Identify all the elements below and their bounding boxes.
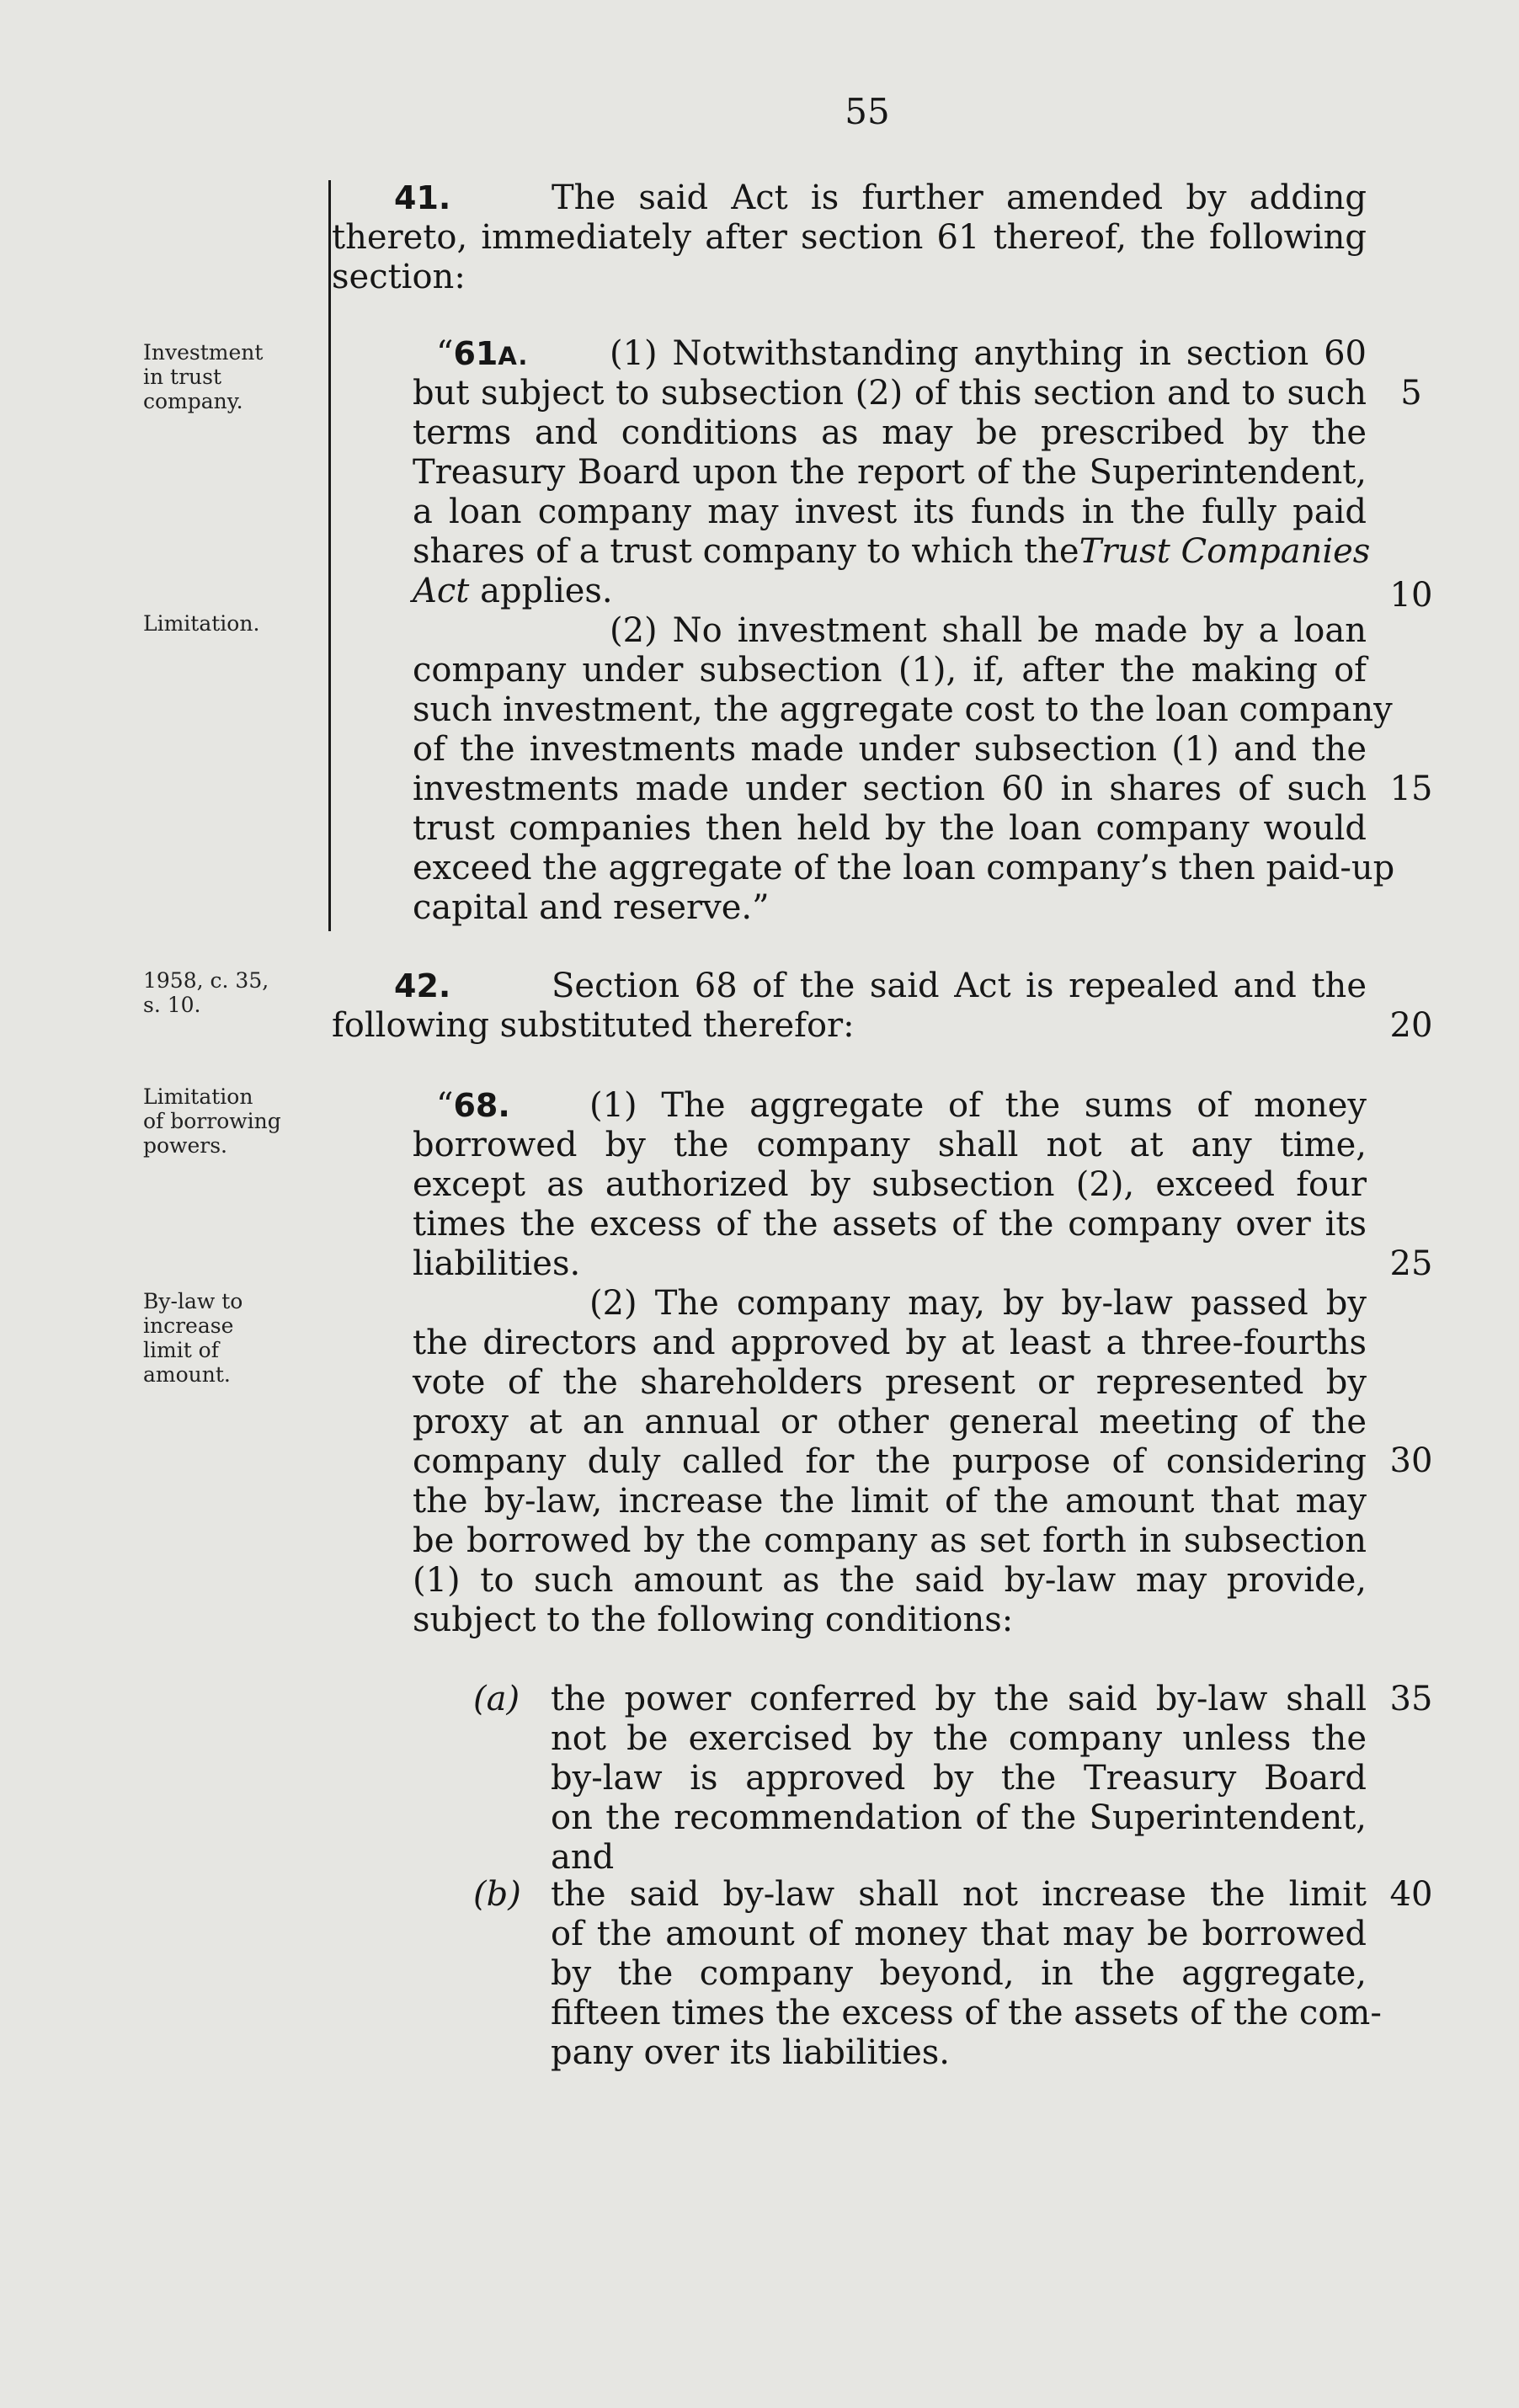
text-line: (2) The company may, by by-law passed by (589, 1284, 1367, 1323)
text-line: (1) Notwithstanding anything in section 60 (610, 334, 1367, 373)
text-line: (2) No investment shall be made by a loan (610, 611, 1367, 650)
text-line: not be exercised by the company unless the (551, 1719, 1367, 1758)
line-number: 25 (1389, 1244, 1433, 1283)
text-line: liabilities. (413, 1244, 581, 1283)
line-number: 20 (1389, 1006, 1433, 1045)
text-line: vote of the shareholders present or represented by (413, 1363, 1367, 1402)
text-line: a loan company may invest its funds in the fully paid (413, 493, 1367, 531)
line-number: 5 (1400, 374, 1422, 413)
text-line: by the company beyond, in the aggregate, (551, 1954, 1367, 1993)
text-line: (1) The aggregate of the sums of money (589, 1086, 1367, 1125)
text-line: borrowed by the company shall not at any time, (413, 1126, 1367, 1164)
text-line: the directors and approved by at least a three-fourths (413, 1324, 1367, 1362)
text-line: by-law is approved by the Treasury Board (551, 1759, 1367, 1798)
section-68-heading: “68. (436, 1086, 510, 1125)
text-line: The said Act is further amended by adding (552, 178, 1367, 217)
act-title: Act (413, 572, 470, 610)
line-number: 15 (1389, 770, 1433, 808)
margin-note-bylaw: By-law to increase limit of amount. (143, 1289, 243, 1387)
text-line: following substituted therefor: (332, 1006, 855, 1045)
line-number: 35 (1389, 1680, 1433, 1718)
act-title: Trust Companies (1079, 532, 1371, 571)
text-line: proxy at an annual or other general meeting of the (413, 1403, 1367, 1441)
text-line: except as authorized by subsection (2), exceed four (413, 1165, 1367, 1204)
section-number: 61 (453, 335, 498, 372)
text-line: such investment, the aggregate cost to the loan company (413, 690, 1393, 729)
text-line: trust companies then held by the loan company would (413, 809, 1367, 848)
text-line: exceed the aggregate of the loan company’s then paid-up (413, 849, 1395, 887)
text-line: capital and reserve.” (413, 888, 770, 927)
text-line: be borrowed by the company as set forth in subsection (413, 1521, 1367, 1560)
text-line: company duly called for the purpose of considering (413, 1442, 1367, 1481)
line-number: 30 (1389, 1441, 1433, 1480)
margin-note-investment: Investment in trust company. (143, 340, 264, 413)
text-line: Section 68 of the said Act is repealed and the (552, 967, 1367, 1005)
text-line: the power conferred by the said by-law shall (551, 1680, 1367, 1718)
text-line: company under subsection (1), if, after the making of (413, 651, 1367, 690)
text-line: section: (332, 258, 466, 296)
section-number: 42. (394, 967, 451, 1004)
text-line: of the investments made under subsection (1) and the (413, 730, 1367, 769)
text-line: thereto, immediately after section 61 thereof, the following (332, 218, 1367, 257)
text-line: shares of a trust company to which the Trust Companies (413, 532, 1371, 571)
text-line: times the excess of the assets of the company over its (413, 1205, 1367, 1244)
margin-note-citation: 1958, c. 35, s. 10. (143, 968, 269, 1017)
section-41-heading (394, 178, 450, 218)
section-number: 68. (453, 1087, 510, 1124)
page-number: 55 (845, 91, 890, 132)
line-number: 10 (1389, 576, 1433, 615)
text-line: subject to the following conditions: (413, 1601, 1014, 1639)
text-line: and (551, 1838, 615, 1877)
text-line: of the amount of money that may be borrowed (551, 1915, 1367, 1953)
text-line: (1) to such amount as the said by-law may provide, (413, 1561, 1367, 1600)
text-line: the by-law, increase the limit of the amount that may (413, 1482, 1367, 1521)
margin-note-limitation: Limitation. (143, 611, 260, 636)
text-line: the said by-law shall not increase the limit (551, 1875, 1367, 1914)
margin-note-borrowing: Limitation of borrowing powers. (143, 1084, 281, 1158)
text-line: Act applies. (413, 572, 613, 610)
paragraph-label: (a) (473, 1680, 520, 1718)
text-line: investments made under section 60 in shares of such (413, 770, 1367, 808)
text-line: terms and conditions as may be prescribed by the (413, 413, 1367, 452)
text-line: Treasury Board upon the report of the Superintendent, (413, 453, 1367, 492)
line-number: 40 (1389, 1875, 1433, 1914)
text-line: but subject to subsection (2) of this section and to such (413, 374, 1367, 413)
paragraph-label: (b) (473, 1875, 521, 1914)
text-line: pany over its liabilities. (551, 2033, 951, 2072)
section-42-heading (394, 967, 450, 1006)
section-61a-heading: “61A. (436, 334, 529, 373)
vertical-rule (328, 180, 331, 931)
section-number: 41. (394, 179, 451, 216)
text-line: fifteen times the excess of the assets of the com- (551, 1994, 1382, 2032)
text-line: on the recommendation of the Superintendent, (551, 1798, 1367, 1837)
